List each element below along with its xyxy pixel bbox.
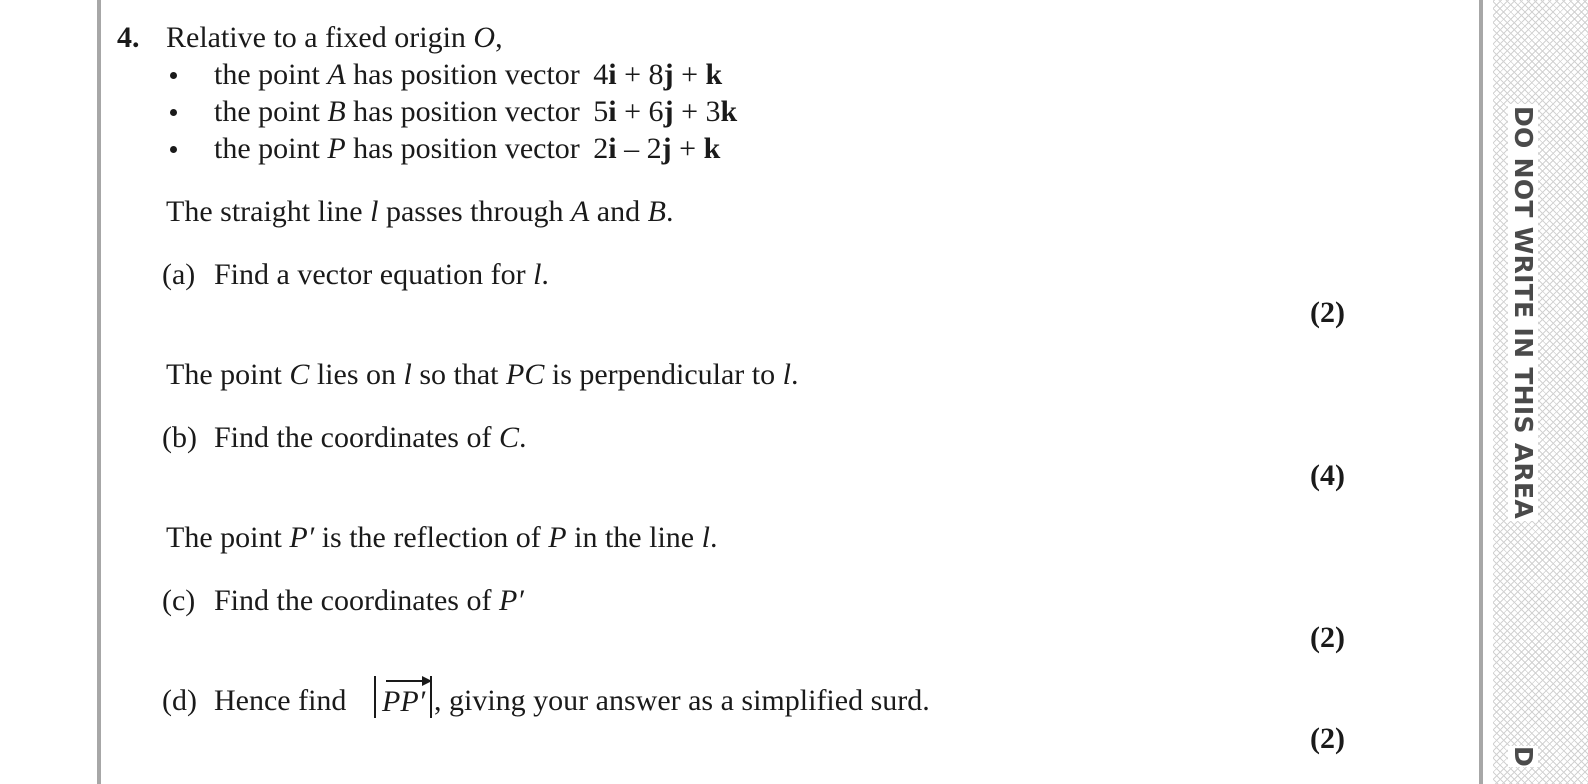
vec-part: + <box>671 132 704 165</box>
point-var: B <box>647 195 666 228</box>
do-not-write-warning: DO NOT WRITE IN THIS AREA <box>1509 106 1538 520</box>
stmt-text: is perpendicular to <box>544 358 783 391</box>
intro-end: , <box>495 21 503 54</box>
vec-unit: i <box>608 58 617 91</box>
line-var: l <box>701 521 710 554</box>
stmt-text: so that <box>411 358 507 391</box>
vec-part: + <box>673 58 706 91</box>
vec-part: + 6 <box>616 95 664 128</box>
intro-text: Relative to a fixed origin <box>166 21 474 54</box>
point-var: P <box>548 521 567 554</box>
vec-unit: i <box>608 95 617 128</box>
part-b-marks: (4) <box>1310 459 1345 492</box>
bullet-dot <box>170 109 177 116</box>
point-var: A <box>570 195 590 228</box>
part-d-text-pre: Hence find <box>214 684 347 717</box>
line-var: l <box>370 195 379 228</box>
bullet-text: has position vector <box>345 58 588 91</box>
position-vector <box>593 132 720 165</box>
line-var: l <box>403 358 412 391</box>
stmt-text: passes through <box>378 195 571 228</box>
stmt-text: The point <box>166 521 290 554</box>
part-b-text <box>214 420 526 456</box>
c-statement <box>166 357 798 393</box>
origin-var: O <box>473 21 496 54</box>
stmt-text: The point <box>166 358 290 391</box>
question-intro <box>166 20 503 56</box>
bullet-dot <box>170 146 177 153</box>
part-d-label: (d) <box>162 684 197 717</box>
part-c-marks: (2) <box>1310 621 1345 654</box>
do-not-write-warning-cut: D <box>1509 746 1538 767</box>
part-text: Find the coordinates of <box>214 421 499 454</box>
point-var: P <box>327 132 346 165</box>
p-prime-statement <box>166 520 717 556</box>
bullet-text: the point <box>214 132 328 165</box>
point-var: P′ <box>498 584 524 617</box>
vec-part: 2 <box>593 132 609 165</box>
part-text: Find the coordinates of <box>214 584 499 617</box>
question-number: 4. <box>117 21 140 54</box>
stmt-text: . <box>665 195 674 228</box>
hatch-gap <box>1483 0 1493 784</box>
point-var: B <box>327 95 346 128</box>
point-var: C <box>498 421 519 454</box>
stmt-text: and <box>589 195 648 228</box>
part-a-text <box>214 257 549 293</box>
part-a-label: (a) <box>162 258 196 291</box>
bullet-text: the point <box>214 58 328 91</box>
vec-unit: k <box>720 95 738 128</box>
bullet-point-b <box>214 94 737 130</box>
stmt-text: . <box>709 521 718 554</box>
part-text: . <box>518 421 527 454</box>
stmt-text: in the line <box>566 521 702 554</box>
bullet-text: the point <box>214 95 328 128</box>
segment-var: PC <box>506 358 545 391</box>
bullet-text: has position vector <box>345 132 588 165</box>
line-statement <box>166 194 673 230</box>
vector-var: PP′ <box>382 685 426 718</box>
part-c-label: (c) <box>162 584 196 617</box>
bullet-text: has position vector <box>345 95 588 128</box>
part-d-vector <box>382 684 425 720</box>
point-var: P′ <box>289 521 315 554</box>
position-vector <box>593 95 737 128</box>
left-margin-rule <box>97 0 101 784</box>
vec-unit: k <box>703 132 721 165</box>
stmt-text: is the reflection of <box>314 521 549 554</box>
part-b-label: (b) <box>162 421 197 454</box>
vec-part: + 8 <box>616 58 664 91</box>
line-var: l <box>782 358 791 391</box>
part-c-text <box>214 583 524 619</box>
bullet-dot <box>170 72 177 79</box>
vec-unit: j <box>663 58 674 91</box>
point-var: A <box>327 58 346 91</box>
abs-bar-right <box>430 676 432 718</box>
vec-part: 4 <box>593 58 609 91</box>
part-text: Find a vector equation for <box>214 258 534 291</box>
stmt-text: . <box>790 358 799 391</box>
part-d-marks: (2) <box>1310 722 1345 755</box>
stmt-text: lies on <box>309 358 404 391</box>
vec-unit: j <box>661 132 672 165</box>
bullet-point-a <box>214 57 722 93</box>
vec-part: 5 <box>593 95 609 128</box>
vec-unit: k <box>705 58 723 91</box>
vec-part: + 3 <box>673 95 721 128</box>
line-var: l <box>533 258 542 291</box>
part-text: . <box>541 258 549 291</box>
position-vector <box>593 58 722 91</box>
vec-unit: i <box>608 132 617 165</box>
part-d-text-rest: , giving your answer as a simplified surd. <box>434 684 930 717</box>
part-a-marks: (2) <box>1310 296 1345 329</box>
point-var: C <box>289 358 310 391</box>
stmt-text: The straight line <box>166 195 371 228</box>
vec-unit: j <box>663 95 674 128</box>
abs-bar-left <box>374 676 376 718</box>
bullet-point-p <box>214 131 720 167</box>
vector-arrow <box>386 680 426 682</box>
vec-part: – 2 <box>616 132 662 165</box>
